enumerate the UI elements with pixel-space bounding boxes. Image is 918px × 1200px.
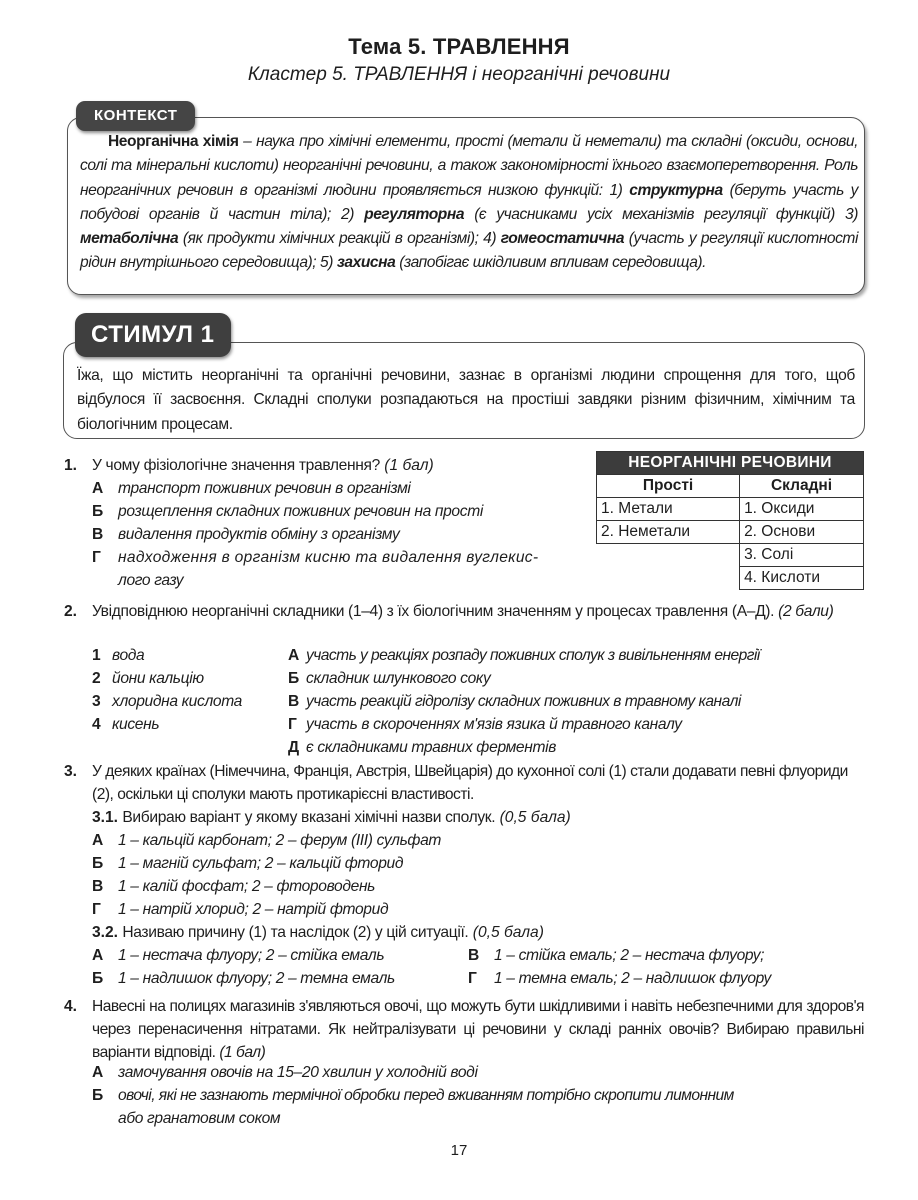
question-number: 2.: [64, 603, 78, 620]
question-points: (1 бал): [384, 457, 434, 474]
question-3: [64, 760, 864, 806]
question-number: 4.: [64, 998, 78, 1015]
q3-1-option-a[interactable]: А 1 – кальцій карбонат; 2 – ферум (ІІІ) сульфат: [92, 832, 442, 849]
q1-option-d[interactable]: Г надходження в організм кисню та видалення вуглекис-: [92, 549, 539, 566]
question-text: У деяких країнах (Німеччина, Франція, Австрія, Швейцарія) до кухонної солі (1) стали додавати певні флуориди (2), оскільки ці сполуки мають протикарієсні властивості.: [92, 763, 848, 803]
q3-2-option-a[interactable]: А 1 – нестача флуору; 2 – стійка емаль: [92, 947, 385, 964]
question-1: [64, 454, 434, 477]
question-3-1: 3.1. Вибираю варіант у якому вказані хімічні назви сполук. (0,5 бала): [92, 809, 571, 826]
table-row: 4. Кислоти: [597, 567, 864, 590]
table-row: 2. Неметали 2. Основи: [597, 521, 864, 544]
q1-option-c[interactable]: В видалення продуктів обміну з організму: [92, 526, 400, 543]
function-regulatory: регуляторна: [364, 205, 465, 223]
stimulus-label: СТИМУЛ 1: [75, 313, 231, 357]
question-text: Увідповіднюю неорганічні складники (1–4) з їх біологічним значенням у процесах травлення (А–Д). (2 бали): [92, 603, 834, 620]
context-term: Неорганічна хімія: [108, 133, 239, 150]
col-header-complex: Складні: [740, 475, 864, 498]
stimulus-text: Їжа, що містить неорганічні та органічні речовини, зазнає в організмі людини спрощення для того, щоб відбулося її засвоєння. Складні сполуки розпадаються на простіші завдяки різним фізичним, хімічним та біологічним процесам.: [77, 367, 855, 433]
q4-option-b-cont: або гранатовим соком: [118, 1110, 281, 1127]
q1-option-b[interactable]: Б розщеплення складних поживних речовин на прості: [92, 503, 483, 520]
question-number: 3.: [64, 763, 78, 780]
function-metabolic: метаболічна: [80, 230, 179, 248]
table-row: 3. Солі: [597, 544, 864, 567]
q2-option-b[interactable]: Б складник шлункового соку: [288, 670, 491, 687]
inorganic-substances-table: [596, 451, 864, 590]
q2-item-2: 2 йони кальцію: [92, 670, 204, 687]
subquestion-number: 3.1.: [92, 809, 119, 826]
table-row: 1. Метали 1. Оксиди: [597, 498, 864, 521]
q2-option-d[interactable]: Г участь в скороченнях м'язів язика й травного каналу: [288, 716, 682, 733]
q1-option-d-cont: лого газу: [118, 572, 184, 589]
q3-1-option-b[interactable]: Б 1 – магній сульфат; 2 – кальцій фторид: [92, 855, 404, 872]
q3-2-option-d[interactable]: Г 1 – темна емаль; 2 – надлишок флуору: [468, 970, 771, 987]
question-3-2: 3.2. Називаю причину (1) та наслідок (2) у цій ситуації. (0,5 бала): [92, 924, 544, 941]
q3-2-option-c[interactable]: В 1 – стійка емаль; 2 – нестача флуору;: [468, 947, 765, 964]
context-label: КОНТЕКСТ: [76, 101, 195, 131]
q2-option-e[interactable]: Д є складниками травних ферментів: [288, 739, 557, 756]
q2-option-c[interactable]: В участь реакцій гідролізу складних поживних в травному каналі: [288, 693, 741, 710]
cluster-subtitle: Кластер 5. ТРАВЛЕННЯ і неорганічні речовини: [247, 64, 671, 85]
question-text: У чому фізіологічне значення травлення?: [92, 457, 380, 474]
q2-item-3: 3 хлоридна кислота: [92, 693, 243, 710]
col-header-simple: Прості: [597, 475, 740, 498]
question-points: (1 бал): [219, 1044, 266, 1061]
function-structural: структурна: [629, 181, 723, 199]
question-2: [64, 600, 864, 623]
q3-2-option-b[interactable]: Б 1 – надлишок флуору; 2 – темна емаль: [92, 970, 395, 987]
q3-1-option-c[interactable]: В 1 – калій фосфат; 2 – фтороводень: [92, 878, 376, 895]
question-4: [64, 995, 864, 1064]
function-homeostatic: гомеостатична: [500, 230, 625, 248]
subquestion-number: 3.2.: [92, 924, 119, 941]
context-text: Неорганічна хімія – наука про хімічні елементи, прості (метали й неметали) та складні (оксиди, основи, солі та мінеральні кислоти) неорганічні речовини, а також закономірності їхнього взаємоперетворення. Роль неорганічних речовин в організмі людини проявляється низкою функцій: 1) структурна (беруть участь у побудові органів й частин тіла); 2) регуляторна (є учасниками усіх механізмів регуляції функцій) 3) метаболічна (як продукти хімічних реакцій в організмі); 4) гомеостатична (участь у регуляції кислотності рідин внутрішнього середовища); 5) захисна (запобігає шкідливим впливам середовища).: [80, 133, 859, 272]
q2-option-a[interactable]: А участь у реакціях розпаду поживних сполук з вивільненням енергії: [288, 647, 760, 664]
question-number: 1.: [64, 457, 78, 474]
q1-option-a[interactable]: А транспорт поживних речовин в організмі: [92, 480, 411, 497]
q4-option-a[interactable]: А замочування овочів на 15–20 хвилин у холодній воді: [92, 1064, 478, 1081]
q3-1-option-d[interactable]: Г 1 – натрій хлорид; 2 – натрій фторид: [92, 901, 389, 918]
question-points: (2 бали): [778, 603, 834, 620]
q4-option-b[interactable]: Б овочі, які не зазнають термічної обробки перед вживанням потрібно скропити лимонним: [92, 1087, 734, 1104]
q2-item-1: 1 вода: [92, 647, 145, 664]
page-title: Тема 5. ТРАВЛЕННЯ: [348, 34, 570, 59]
question-text: Навесні на полицях магазинів з'являються овочі, що можуть бути шкідливими і навіть небезпечними для здоров'я через перенасичення нітратами. Як нейтралізувати ці речовини у складі ранніх овочів? Вибираю правильні варіанти відповіді. (1 бал): [92, 998, 864, 1061]
function-protective: захисна: [336, 254, 396, 272]
page-number: 17: [450, 1142, 468, 1159]
table-title: НЕОРГАНІЧНІ РЕЧОВИНИ: [597, 452, 864, 475]
q2-item-4: 4 кисень: [92, 716, 160, 733]
